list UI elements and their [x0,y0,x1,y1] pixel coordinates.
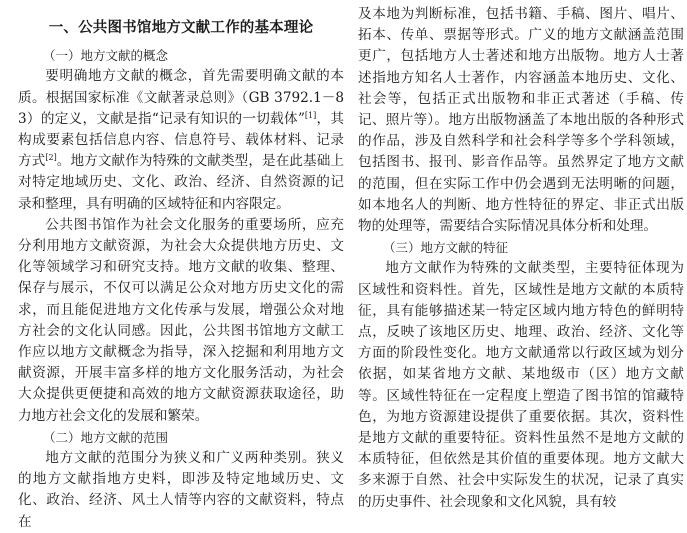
paragraph-text: ，其构成要素包括信息内容、信息符号、载体材料、记录方式 [18,110,344,170]
subsection-heading-scope: （二）地方文献的范围 [43,429,169,445]
paragraph-text: 要明确地方文献的概念，首先需要明确文献的本质。根据国家标准《文献著录总则》（GB 3792.1－83）的定义，文献是指“记录有知识的一切载体” [18,68,344,127]
subsection-heading-concept: （一）地方文献的概念 [43,48,169,64]
paragraph-scope-continued: 及本地为判断标准，包括书籍、手稿、图片、唱片、拓本、传单、票据等形式。广义的地方文献涵盖范围更广，包括地方人士著述和地方出版物。地方人士著述指地方知名人士著作，内容涵盖本地历史、文化、社会等，包括正式出版物和非正式著述（手稿、传记、照片等）。地方出版物涵盖了本地出版的各种形式的作品，涉及自然科学和社会科学等多个学科领域，包括图书、报刊、影音作品等。虽然界定了地方文献的范围，但在实际工作中仍会遇到无法明晰的问题，如本地名人的判断、地方性特征的界定、非正式出版物的处理等，需要结合实际情况具体分析和处理。 [358,6,684,235]
paragraph-features-1: 地方文献作为特殊的文献类型，主要特征体现为区域性和资料性。首先，区域性是地方文献的本质特征，具有能够描述某一特定区域内地方特色的鲜明特点，反映了该地区历史、地理、政治、经济、文化等方面的阶段性变化。地方文献通常以行政区域为划分依据，如某省地方文献、某地级市（区）地方文献等。区域性特征在一定程度上塑造了图书馆的馆藏特色，为地方资源建设提供了重要依据。其次，资料性是地方文献的重要特征。资料性虽然不是地方文献的本质特征，但依然是其价值的重要体现。地方文献大多来源于自然、社会中实际发生的状况，记录了真实的历史事件、社会现象和文化风貌，具有较 [358,260,684,510]
paragraph-concept-1 [18,66,344,214]
subsection-heading-features: （三）地方文献的特征 [383,240,509,256]
citation-ref-1: [1] [304,110,317,120]
citation-ref-2: [2] [45,153,57,163]
paragraph-scope-1: 地方文献的范围分为狭义和广义两种类别。狭义的地方文献指地方史料，即涉及特定地域历史、文化、政治、经济、风土人情等内容的文献资料，特点在 [18,450,344,530]
paragraph-concept-2: 公共图书馆作为社会文化服务的重要场所，应充分利用地方文献资源，为社会大众提供地方历史、文化等领域学习和研究支持。地方文献的收集、整理、保存与展示，不仅可以满足公众对地方历史文化的需求，而且能促进地方文化传承与发展，增强公众对地方社会的文化认同感。因此，公共图书馆地方文献工作应以地方文献概念为指导，深入挖掘和利用地方文献资源，开展丰富多样的地方文化服务活动，为社会大众提供更便捷和高效的地方文献资源获取途径，助力地方社会文化的发展和繁荣。 [18,216,344,424]
paragraph-text: 。地方文献作为特殊的文献类型，是在此基础上对特定地域历史、文化、政治、经济、自然资源的记录和整理，具有明确的区域特征和内容限定。 [18,153,345,212]
section-title: 一、公共图书馆地方文献工作的基本理论 [48,20,314,36]
right-column [358,4,684,513]
left-column [18,4,344,533]
